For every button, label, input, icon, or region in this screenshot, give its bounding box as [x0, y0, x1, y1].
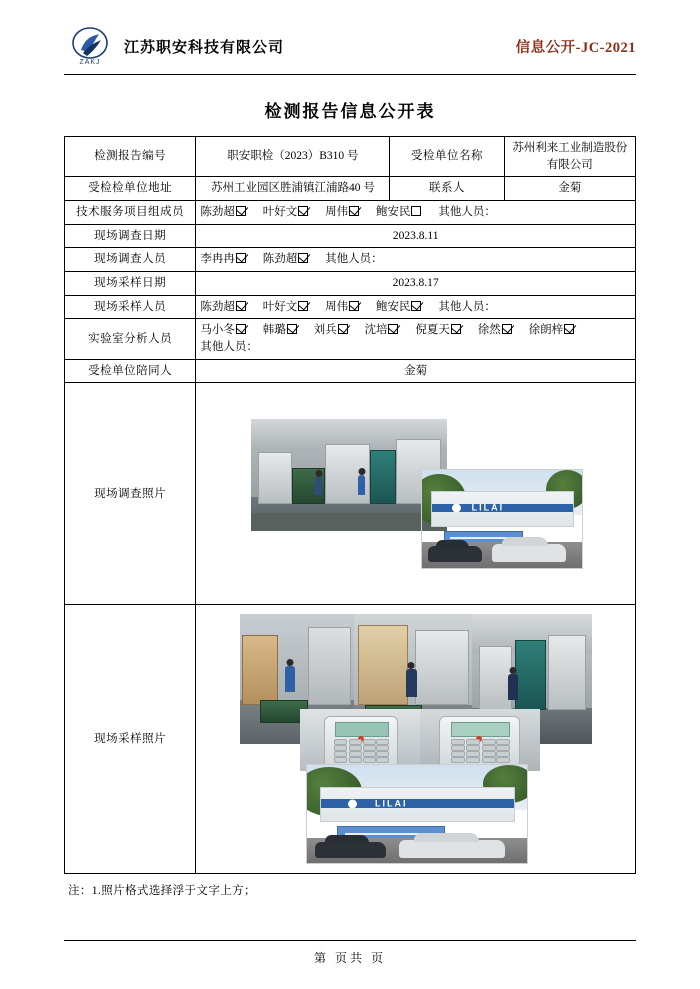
accompany-label: 受检单位陪同人 — [65, 359, 196, 383]
sampling-date-label: 现场采样日期 — [65, 272, 196, 296]
checkbox-checked[interactable] — [411, 301, 421, 311]
client-address-label: 受检检单位地址 — [65, 177, 196, 201]
checkbox-checked[interactable] — [236, 324, 246, 334]
tech-team-other: 其他人员： — [438, 206, 496, 219]
sample-photo-group — [240, 614, 592, 864]
lab-staff-members — [196, 319, 636, 359]
photo-instrument-1 — [300, 709, 420, 771]
report-info-table — [64, 136, 636, 874]
table-row — [65, 319, 636, 359]
surveyor-label: 现场调查人员 — [65, 248, 196, 272]
table-row — [65, 224, 636, 248]
survey-photo-group — [251, 419, 581, 569]
surveyor-members — [196, 248, 636, 272]
footer-divider — [64, 940, 636, 941]
checkbox-checked[interactable] — [236, 253, 246, 263]
member-item: 叶好文 — [263, 299, 311, 316]
member-item: 周伟 — [325, 299, 361, 316]
sampler-other: 其他人员： — [438, 300, 496, 313]
page-header — [64, 0, 636, 72]
checkbox-checked[interactable] — [287, 324, 297, 334]
table-row — [65, 295, 636, 319]
checkbox-checked[interactable] — [298, 206, 308, 216]
member-item: 刘兵 — [314, 322, 350, 339]
table-row — [65, 137, 636, 177]
contact-label: 联系人 — [390, 177, 504, 201]
checkbox-checked[interactable] — [298, 253, 308, 263]
client-name-label: 受检单位名称 — [390, 137, 504, 177]
page-title: 检测报告信息公开表 — [264, 102, 436, 121]
table-row — [65, 177, 636, 201]
page-footer: 第 页共 页 — [313, 951, 386, 966]
table-row — [65, 359, 636, 383]
checkbox-checked[interactable] — [349, 206, 359, 216]
sampler-label: 现场采样人员 — [65, 295, 196, 319]
sampling-date-value: 2023.8.17 — [196, 272, 636, 296]
photo-factory-interior — [251, 419, 447, 531]
checkbox-checked[interactable] — [388, 324, 398, 334]
contact-value: 金菊 — [504, 177, 635, 201]
checkbox-checked[interactable] — [236, 301, 246, 311]
member-item: 周伟 — [325, 204, 361, 221]
photo-company-entrance-2 — [306, 764, 528, 864]
sample-photo-cell — [196, 605, 636, 874]
tech-team-label: 技术服务项目组成员 — [65, 201, 196, 225]
member-item: 鲍安民 — [376, 204, 424, 221]
lab-staff-other: 其他人员： — [200, 341, 258, 354]
member-item: 陈劲超 — [200, 299, 248, 316]
brand-text: LILAI — [471, 502, 505, 513]
checkbox-checked[interactable] — [349, 301, 359, 311]
table-note: 注：1.照片格式选择浮于文字上方； — [68, 885, 256, 898]
document-code: 信息公开-JC-2021 — [515, 39, 636, 56]
table-row — [65, 248, 636, 272]
member-item: 徐然 — [478, 322, 514, 339]
company-name: 江苏职安科技有限公司 — [124, 39, 285, 56]
table-row — [65, 201, 636, 225]
survey-photo-label: 现场调查照片 — [65, 383, 196, 605]
member-item: 马小冬 — [200, 322, 248, 339]
report-no-label: 检测报告编号 — [65, 137, 196, 177]
member-item: 徐朗梓 — [529, 322, 577, 339]
header-divider — [64, 74, 636, 75]
member-item: 陈劲超 — [263, 251, 311, 268]
sample-photo-label: 现场采样照片 — [65, 605, 196, 874]
member-item: 李冉冉 — [200, 251, 248, 268]
table-row — [65, 272, 636, 296]
photo-company-entrance — [421, 469, 583, 569]
checkbox-checked[interactable] — [338, 324, 348, 334]
survey-photo-cell — [196, 383, 636, 605]
survey-date-label: 现场调查日期 — [65, 224, 196, 248]
checkbox-checked[interactable] — [236, 206, 246, 216]
svg-text:ZAKJ: ZAKJ — [79, 59, 101, 66]
member-item: 沈培 — [364, 322, 400, 339]
member-item: 陈劲超 — [200, 204, 248, 221]
accompany-value: 金菊 — [196, 359, 636, 383]
table-row — [65, 383, 636, 605]
checkbox-checked[interactable] — [451, 324, 461, 334]
lab-staff-label: 实验室分析人员 — [65, 319, 196, 359]
checkbox-checked[interactable] — [564, 324, 574, 334]
table-row — [65, 605, 636, 874]
company-logo-icon — [64, 26, 116, 66]
client-address-value: 苏州工业园区胜浦镇江浦路40 号 — [196, 177, 390, 201]
photo-instrument-2 — [420, 709, 540, 771]
checkbox-checked[interactable] — [502, 324, 512, 334]
header-left — [64, 26, 284, 66]
member-item: 韩璐 — [263, 322, 299, 339]
surveyor-other: 其他人员： — [325, 253, 383, 266]
member-item: 叶好文 — [263, 204, 311, 221]
report-no-value: 职安职检（2023）B310 号 — [196, 137, 390, 177]
member-item: 倪夏天 — [415, 322, 463, 339]
sampler-members — [196, 295, 636, 319]
checkbox-unchecked[interactable] — [411, 206, 421, 216]
survey-date-value: 2023.8.11 — [196, 224, 636, 248]
tech-team-members — [196, 201, 636, 225]
brand-text: LILAI — [375, 798, 408, 809]
client-name-value: 苏州利来工业制造股份有限公司 — [504, 137, 635, 177]
checkbox-checked[interactable] — [298, 301, 308, 311]
member-item: 鲍安民 — [376, 299, 424, 316]
